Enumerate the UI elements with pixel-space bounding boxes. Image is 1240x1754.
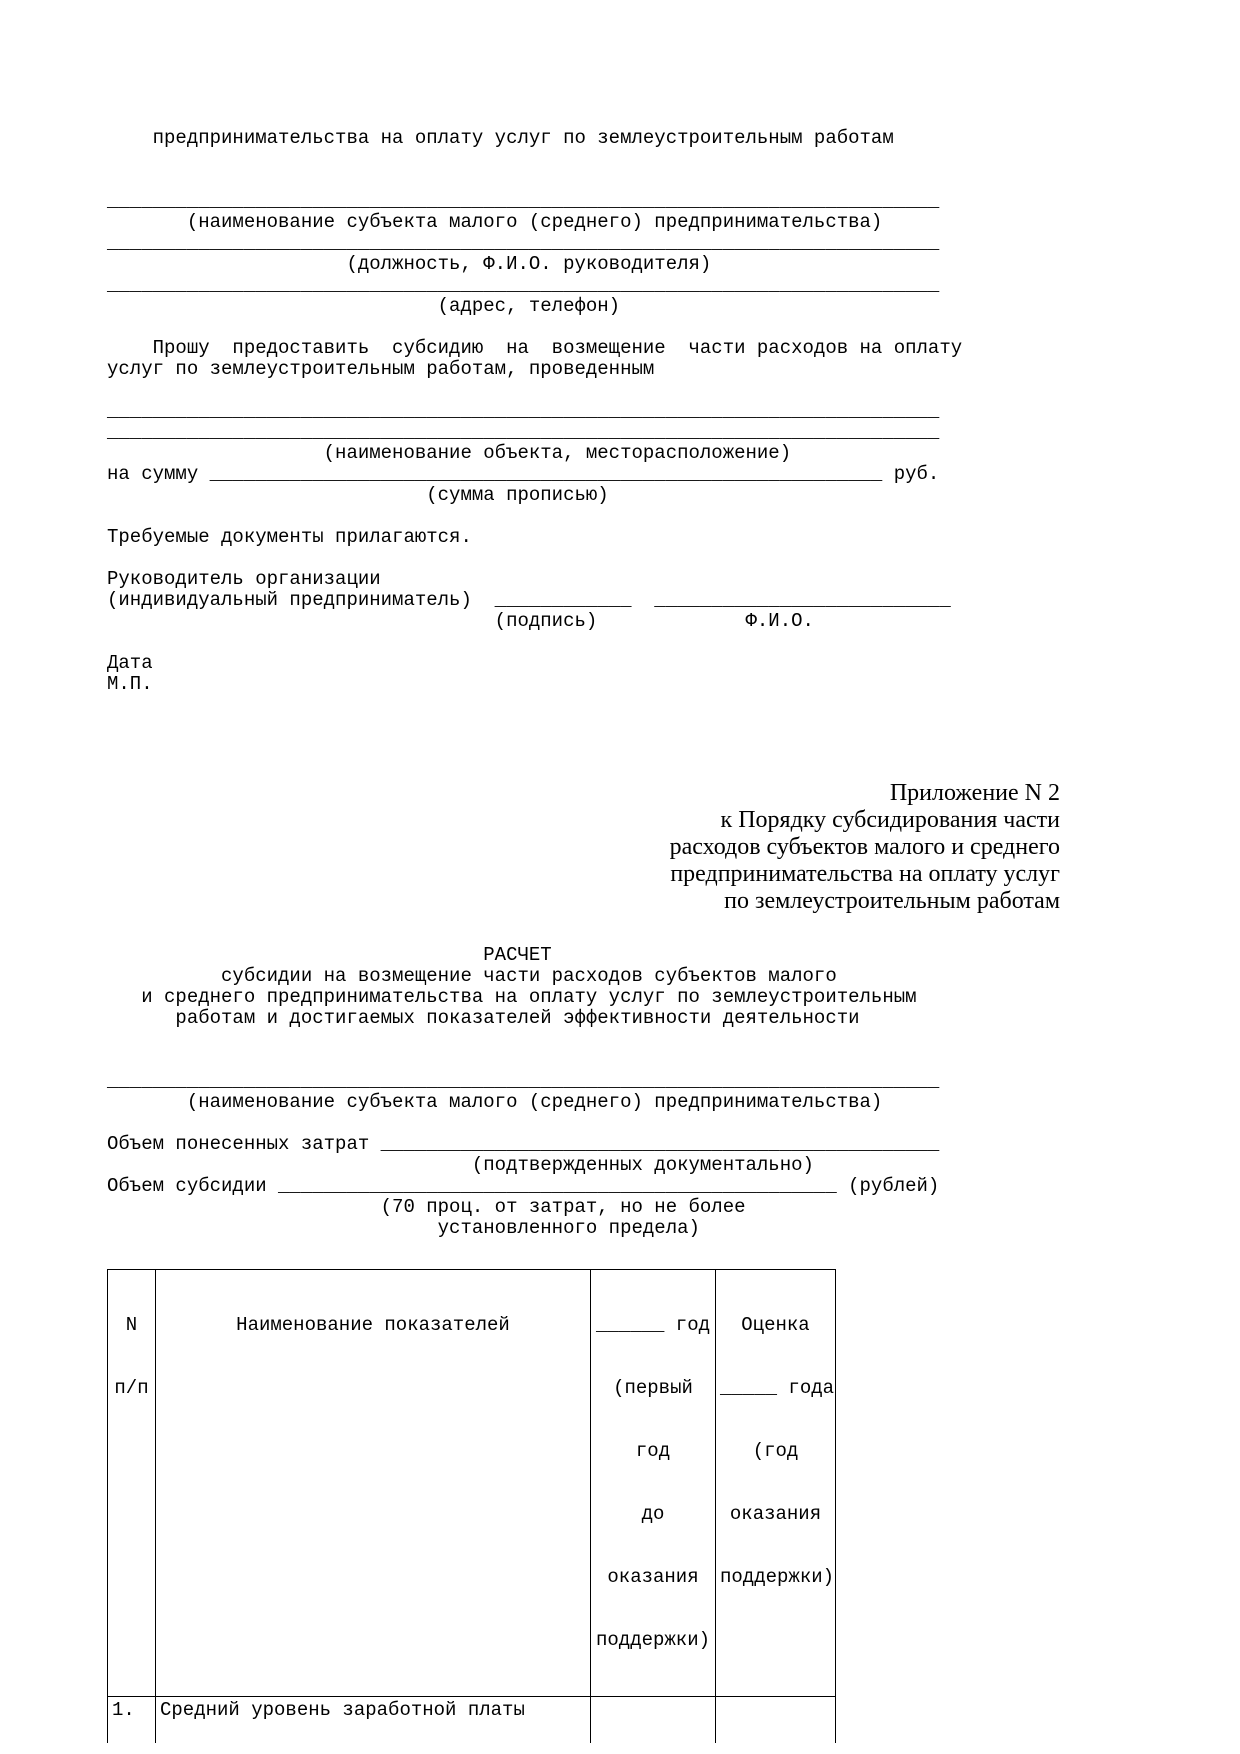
header-year-support-line-4: оказания — [729, 1503, 822, 1525]
indicators-table — [107, 1269, 836, 1743]
calculation-subtitle-1: субсидии на возмещение части расходов субъектов малого — [107, 965, 837, 987]
form-title-continuation: предпринимательства на оплату услуг по землеустроительным работам — [107, 127, 894, 149]
ruled-line-official: _________________________________________________________________________ — [107, 232, 940, 254]
signer-title-line-2: (индивидуальный предприниматель) ____________ __________________________ — [107, 589, 951, 611]
header-number-line-1: N — [125, 1314, 138, 1336]
subsidy-note-line-1: (70 проц. от затрат, но не более — [107, 1196, 746, 1218]
header-indicator-name-label: Наименование показателей — [236, 1314, 510, 1336]
header-number-line-2: п/п — [114, 1377, 149, 1399]
header-year-support-line-3: (год — [752, 1440, 799, 1462]
subsidy-note-line-2: установленного предела) — [107, 1217, 700, 1239]
header-year-before-line-1: ______ год — [595, 1314, 711, 1336]
ruled-line-calc-subject: _________________________________________________________________________ — [107, 1070, 940, 1092]
ruled-line-object-1: _________________________________________________________________________ — [107, 400, 940, 422]
caption-costs-documented: (подтвержденных документально) — [107, 1154, 814, 1176]
row-indicator-name-cell: Средний уровень заработной платы — [156, 1697, 591, 1743]
ruled-line-subject: _________________________________________________________________________ — [107, 190, 940, 212]
ruled-line-object-2: _________________________________________________________________________ — [107, 421, 940, 443]
caption-subject-name: (наименование субъекта малого (среднего) предпринимательства) — [107, 211, 883, 233]
caption-calc-subject-name: (наименование субъекта малого (среднего) предпринимательства) — [107, 1091, 883, 1113]
caption-amount-in-words: (сумма прописью) — [107, 484, 609, 506]
seal-label: М.П. — [107, 673, 153, 695]
annex-line-4: предпринимательства на оплату услуг — [670, 861, 1060, 887]
header-cell-indicator-name — [156, 1270, 591, 1697]
annex-line-1: Приложение N 2 — [889, 780, 1060, 806]
caption-signature-fio: (подпись) Ф.И.О. — [107, 610, 814, 632]
application-section — [107, 128, 1240, 695]
request-paragraph-line-2: услуг по землеустроительным работам, проведенным — [107, 358, 655, 380]
header-year-before-line-5: оказания — [607, 1566, 699, 1588]
header-cell-year-before-support — [591, 1270, 716, 1697]
row-number-cell: 1. — [108, 1697, 156, 1743]
header-year-support-line-2: _____ года — [720, 1377, 835, 1399]
date-label: Дата — [107, 652, 153, 674]
header-year-support-line-1: Оценка — [741, 1314, 810, 1336]
header-year-before-line-6: поддержки) — [595, 1629, 711, 1651]
header-year-before-line-3: год — [635, 1440, 671, 1462]
calculation-subtitle-2: и среднего предпринимательства на оплату услуг по землеустроительным — [107, 986, 917, 1008]
annex-line-3: расходов субъектов малого и среднего — [669, 834, 1060, 860]
amount-line: на сумму ___________________________________________________________ руб. — [107, 463, 940, 485]
subsidy-line: Объем субсидии _________________________________________________ (рублей) — [107, 1175, 940, 1197]
caption-official: (должность, Ф.И.О. руководителя) — [107, 253, 712, 275]
signer-title-line-1: Руководитель организации — [107, 568, 381, 590]
caption-address: (адрес, телефон) — [107, 295, 621, 317]
header-year-before-line-4: до — [641, 1503, 665, 1525]
header-cell-number — [108, 1270, 156, 1697]
ruled-line-address: _________________________________________________________________________ — [107, 274, 940, 296]
calculation-section — [107, 945, 1240, 1239]
header-cell-year-of-support — [716, 1270, 836, 1697]
row-year-support-cell — [716, 1697, 836, 1743]
header-year-support-line-5: поддержки) — [720, 1566, 835, 1588]
calculation-title: РАСЧЕТ — [107, 944, 552, 966]
annex-reference-block — [107, 780, 1060, 915]
table-row — [108, 1697, 836, 1743]
row-year-before-cell — [591, 1697, 716, 1743]
header-year-before-line-2: (первый — [613, 1377, 693, 1399]
annex-line-2: к Порядку субсидирования части — [720, 807, 1060, 833]
calculation-subtitle-3: работам и достигаемых показателей эффективности деятельности — [107, 1007, 860, 1029]
caption-object: (наименование объекта, месторасположение) — [107, 442, 792, 464]
request-paragraph-line-1: Прошу предоставить субсидию на возмещение части расходов на оплату — [107, 337, 963, 359]
costs-line: Объем понесенных затрат _________________________________________________ — [107, 1133, 940, 1155]
table-header-row — [108, 1270, 836, 1697]
documents-attached-line: Требуемые документы прилагаются. — [107, 526, 472, 548]
annex-line-5: по землеустроительным работам — [724, 888, 1060, 914]
